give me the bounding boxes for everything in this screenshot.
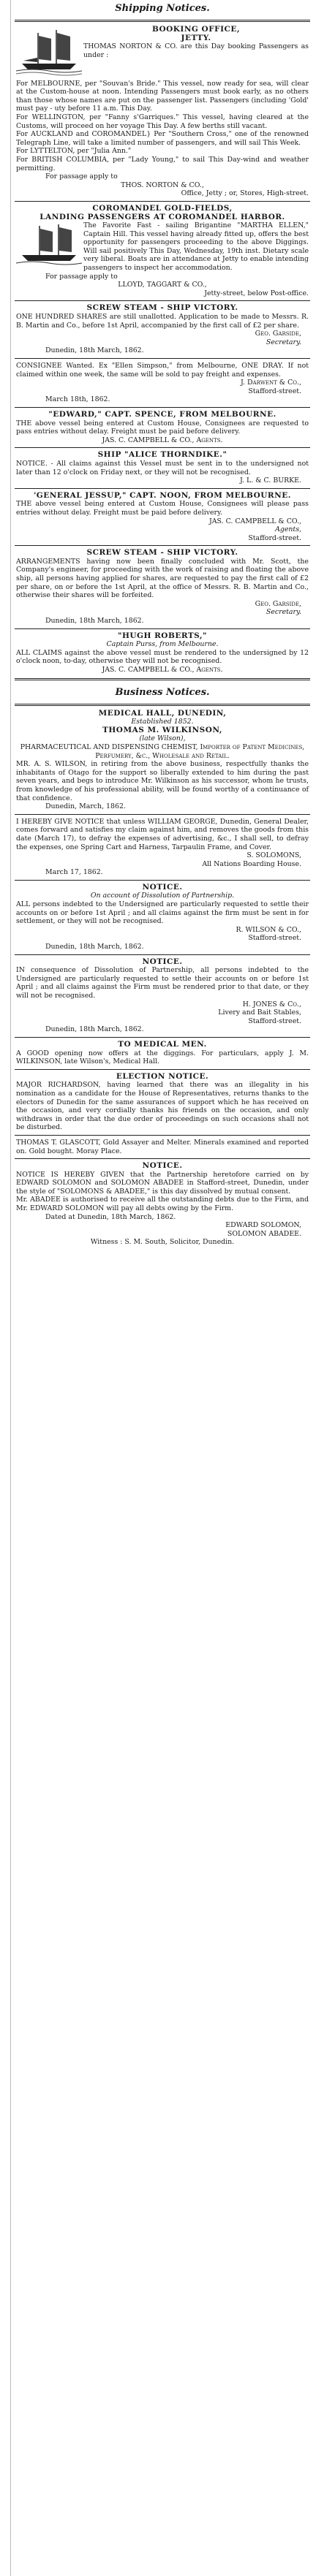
- ad-alice-thorndike: [15, 451, 310, 485]
- address: Jetty-street, below Post-office.: [204, 289, 309, 297]
- heading: ELECTION NOTICE.: [116, 1071, 209, 1081]
- firm-name: H. JONES & Co.,: [242, 1000, 301, 1008]
- ad-victory-call: [15, 549, 310, 625]
- ad-medical-hall: [15, 710, 310, 811]
- ship-engraving-icon: [16, 221, 83, 270]
- subheading: JETTY.: [181, 33, 211, 42]
- divider: [15, 1037, 310, 1038]
- address: Office, Jetty ; or, Stores, High-street.: [181, 189, 309, 198]
- address: Stafford-street.: [248, 1017, 301, 1025]
- subheading: Established 1852.: [131, 718, 194, 726]
- divider: [15, 628, 310, 629]
- trade: Livery and Bait Stables,: [218, 1008, 301, 1017]
- divider: [15, 678, 310, 680]
- body: For AUCKLAND and COROMANDEL} Per "Southern Cross," one of the renowned Telegraph Line, will take a limited number of passengers, and will sail This Week.: [16, 130, 309, 147]
- divider: [15, 300, 310, 301]
- date: Dated at Dunedin, 18th March, 1862.: [45, 1212, 176, 1221]
- advert-column: [15, 0, 310, 1247]
- date: Dunedin, 18th March, 1862.: [45, 346, 144, 355]
- firm-name: THOS. NORTON & CO.,: [121, 181, 204, 189]
- heading: "EDWARD," CAPT. SPENCE, FROM MELBOURNE.: [48, 409, 276, 419]
- ad-coromandel: [15, 205, 310, 298]
- firm-name: J. Darwent & Co.,: [241, 379, 301, 387]
- section-business-notices: Business Notices.: [115, 686, 210, 698]
- divider: [15, 1135, 310, 1136]
- body: CONSIGNEE Wanted. Ex "Ellen Simpson," from Melbourne, ONE DRAY. If not claimed within one week, the same will be sold to pay freight and expenses.: [16, 362, 309, 379]
- body: IN consequence of Dissolution of Partnership, all persons indebted to the Undersigned are particularly requested to settle their accounts on or before 1st April ; and all claims against the Firm must be rendered prior to that date, or they will not be recognised.: [16, 966, 309, 1000]
- heading: BOOKING OFFICE,: [151, 25, 241, 34]
- trade: PHARMACEUTICAL AND DISPENSING CHEMIST, Importer of Patent Medicines, Perfumery, &c., Wholesale and Retail.: [20, 742, 305, 760]
- divider: [15, 20, 310, 22]
- firm-name: LLOYD, TAGGART & CO.,: [118, 281, 207, 289]
- role: Secretary.: [266, 608, 301, 617]
- firm-name: JAS. C. CAMPBELL & CO., Agents.: [102, 436, 223, 444]
- body: MAJOR RICHARDSON, having learned that there was an illegality in his nomination as a candidate for the House of Representatives, returns thanks to the electors of Dunedin for the same assurances of support which he has received on the occasion, and very cordially thanks his friends on the occasion, and only withdraws in order that the due order of proceedings on such occasions shall not be disturbed.: [16, 1081, 309, 1132]
- signer: Geo. Garside,: [255, 599, 301, 608]
- body: For WELLINGTON, per "Fanny s'Garriques." This vessel, having cleared at the Customs, will proceed on her voyage This Day. A few berths still vacant.: [16, 113, 309, 130]
- address: Stafford-street.: [248, 387, 301, 395]
- date: Dunedin, 18th March, 1862.: [45, 943, 144, 951]
- heading: COROMANDEL GOLD-FIELDS,: [92, 203, 233, 213]
- subheading: LANDING PASSENGERS AT COROMANDEL HARBOR.: [40, 212, 285, 221]
- divider: [15, 1158, 310, 1159]
- body: For BRITISH COLUMBIA, per "Lady Young," to sail This Day-wind and weather permitting.: [16, 155, 309, 172]
- date: Dunedin, 18th March, 1862.: [45, 1025, 144, 1034]
- body: NOTICE IS HEREBY GIVEN that the Partnership heretofore carried on by EDWARD SOLOMON and SOLOMON ABADEE in Stafford-street, Dunedin, under the style of "SOLOMONS & ABADEE," is this day dissolved by mutual consent.: [16, 1170, 309, 1196]
- divider: [15, 488, 310, 489]
- ad-election-notice: [15, 1073, 310, 1132]
- body: Mr. ABADEE is authorised to receive all the outstanding debts due to the Firm, and Mr. EDWARD SOLOMON will pay all debts owing by the Firm.: [16, 1196, 309, 1213]
- heading: NOTICE.: [142, 957, 183, 966]
- body: THE above vessel being entered at Custom House, Consignees are requested to pass entries without delay. Freight must be paid before delivery.: [16, 419, 309, 436]
- signer: EDWARD SOLOMON,: [225, 1221, 301, 1230]
- date: March 18th, 1862.: [45, 395, 110, 404]
- ad-jones-dissolution: [15, 958, 310, 1034]
- section-shipping-notices: Shipping Notices.: [115, 3, 210, 14]
- heading: SHIP "ALICE THORNDIKE.": [97, 450, 227, 460]
- body: THOMAS T. GLASCOTT, Gold Assayer and Melter. Minerals examined and reported on. Gold bought. Moray Place.: [16, 1138, 309, 1155]
- ship-engraving-icon: [16, 26, 83, 80]
- subheading: (late Wilson),: [139, 734, 186, 743]
- divider: [15, 704, 310, 706]
- divider: [15, 447, 310, 448]
- heading: SCREW STEAM - SHIP VICTORY.: [86, 548, 238, 558]
- address: All Nations Boarding House.: [202, 859, 301, 868]
- firm-name: JAS. C. CAMPBELL & CO.,: [209, 517, 301, 525]
- divider: [15, 545, 310, 546]
- left-gutter: [0, 0, 11, 2576]
- body: For passage apply to: [45, 172, 118, 181]
- body: A GOOD opening now offers at the diggings. For particulars, apply J. M. WILKINSON, late Wilson's, Medical Hall.: [16, 1049, 309, 1066]
- body: For MELBOURNE, per "Souvan's Bride." This vessel, now ready for sea, will clear at the Custom-house at noon. Intending Passengers must book early, as no others than those whose names are put on the passenger list. Passengers (including 'Gold' must pay - uty before 11 a.m. This Day.: [16, 79, 309, 113]
- body: ARRANGEMENTS having now been finally concluded with Mr. Scott, the Company's engineer, for proceeding with the work of raising and floating the above ship, all persons having applied for shares, are requested to pay the first call of £2 per share, on or before the 1st April, at the office of Messrs. R. B. Martin and Co., otherwise their shares will be forfeited.: [16, 557, 309, 600]
- witness: Witness : S. M. South, Solicitor, Dunedin.: [90, 1238, 235, 1247]
- divider: [15, 954, 310, 955]
- heading: SCREW STEAM - SHIP VICTORY.: [86, 303, 238, 313]
- ad-glascott: [15, 1139, 310, 1155]
- divider: [15, 880, 310, 881]
- ad-booking-office: [15, 26, 310, 198]
- address: Stafford-street.: [248, 934, 301, 943]
- firm-name: R. WILSON & CO.,: [236, 925, 301, 934]
- date: Dunedin, 18th March, 1862.: [45, 617, 144, 626]
- body: For passage apply to: [45, 272, 118, 281]
- signer: SOLOMON ABADEE.: [227, 1229, 301, 1238]
- date: March 17, 1862.: [45, 868, 103, 877]
- body: ONE HUNDRED SHARES are still unallotted. Application to be made to Messrs. R. B. Martin and Co., before 1st April, accompanied by the first call of £2 per share.: [16, 313, 309, 330]
- body: NOTICE. - All claims against this Vessel must be sent in to the undersigned not later than 12 o'clock on Friday next, or they will not be recognised.: [16, 459, 309, 476]
- ad-general-jessup: [15, 492, 310, 543]
- heading: NOTICE.: [142, 882, 183, 892]
- ad-to-medical-men: [15, 1041, 310, 1066]
- heading: TO MEDICAL MEN.: [118, 1039, 207, 1049]
- role: Secretary.: [266, 338, 301, 346]
- firm-name: J. L. & C. BURKE.: [240, 476, 301, 485]
- subheading: Captain Purss, from Melbourne.: [106, 640, 219, 649]
- body: THOMAS NORTON & CO. are this Day booking Passengers as under :: [83, 42, 309, 59]
- signer: Geo. Garside,: [255, 330, 301, 338]
- ad-solomons-notice: [15, 818, 310, 877]
- date: Dunedin, March, 1862.: [45, 802, 126, 811]
- body: MR. A. S. WILSON, in retiring from the above business, respectfully thanks the inhabitants of Otago for the support so liberally extended to him during the past seven years, and begs to introduce Mr. Wilkinson as his successor, whom he trusts, from knowledge of his professional ability, will be found worthy of a continuance of that confidence.: [16, 760, 309, 802]
- ad-consignee-wanted: [15, 362, 310, 404]
- ad-victory-shares: [15, 304, 310, 355]
- body: I HEREBY GIVE NOTICE that unless WILLIAM GEORGE, Dunedin, General Dealer, comes forward and satisfies my claim against him, and removes the goods from this date (March 17), to defray the expenses of advertising, &c., I shall sell, to defray the expenses, one Spring Cart and Harness, Tarpaulin Frame, and Cover.: [16, 817, 309, 851]
- address: Stafford-street.: [248, 533, 301, 542]
- body: THE above vessel being entered at Custom House, Consignees will please pass entries without delay. Freight must be paid before delivery.: [16, 500, 309, 517]
- heading: "HUGH ROBERTS,": [117, 631, 208, 640]
- divider: [15, 201, 310, 202]
- ad-hugh-roberts: [15, 632, 310, 675]
- firm-name: JAS. C. CAMPBELL & CO., Agents.: [102, 666, 223, 674]
- divider: [15, 1069, 310, 1070]
- divider: [15, 407, 310, 408]
- proprietor: THOMAS M. WILKINSON,: [102, 725, 222, 734]
- body: The Favorite Fast - sailing Brigantine "MARTHA ELLEN," Captain Hill. This vessel having already fitted up, offers the best opportunity for passengers proceeding to the above Diggings. Will sail positively This Day, Wednesday, 19th inst. Dietary scale very liberal. Boats are in attendance at Jetty to enable intending passengers to inspect her accommodation.: [83, 221, 309, 273]
- signer: S. SOLOMONS,: [247, 851, 301, 860]
- subheading: On account of Dissolution of Partnership.: [90, 892, 235, 900]
- heading: NOTICE.: [142, 1161, 183, 1171]
- role: Agents,: [275, 525, 301, 534]
- heading: MEDICAL HALL, DUNEDIN,: [98, 708, 227, 718]
- divider: [15, 814, 310, 815]
- heading: 'GENERAL JESSUP," CAPT. NOON, FROM MELBOURNE.: [34, 490, 291, 500]
- ad-wilson-dissolution: [15, 884, 310, 951]
- ad-edward: [15, 411, 310, 444]
- divider: [15, 358, 310, 359]
- body: ALL CLAIMS against the above vessel must be rendered to the undersigned by 12 o'clock noon, to-day, otherwise they will not be recognised.: [16, 648, 309, 666]
- body: For LYTTELTON, per "Julia Ann.": [16, 147, 132, 156]
- ad-partnership-dissolved: [15, 1162, 310, 1247]
- body: ALL persons indebted to the Undersigned are particularly requested to settle their accounts on or before 1st April ; and all claims against the firm must be sent in for settlement, or they will not be recognised.: [16, 900, 309, 926]
